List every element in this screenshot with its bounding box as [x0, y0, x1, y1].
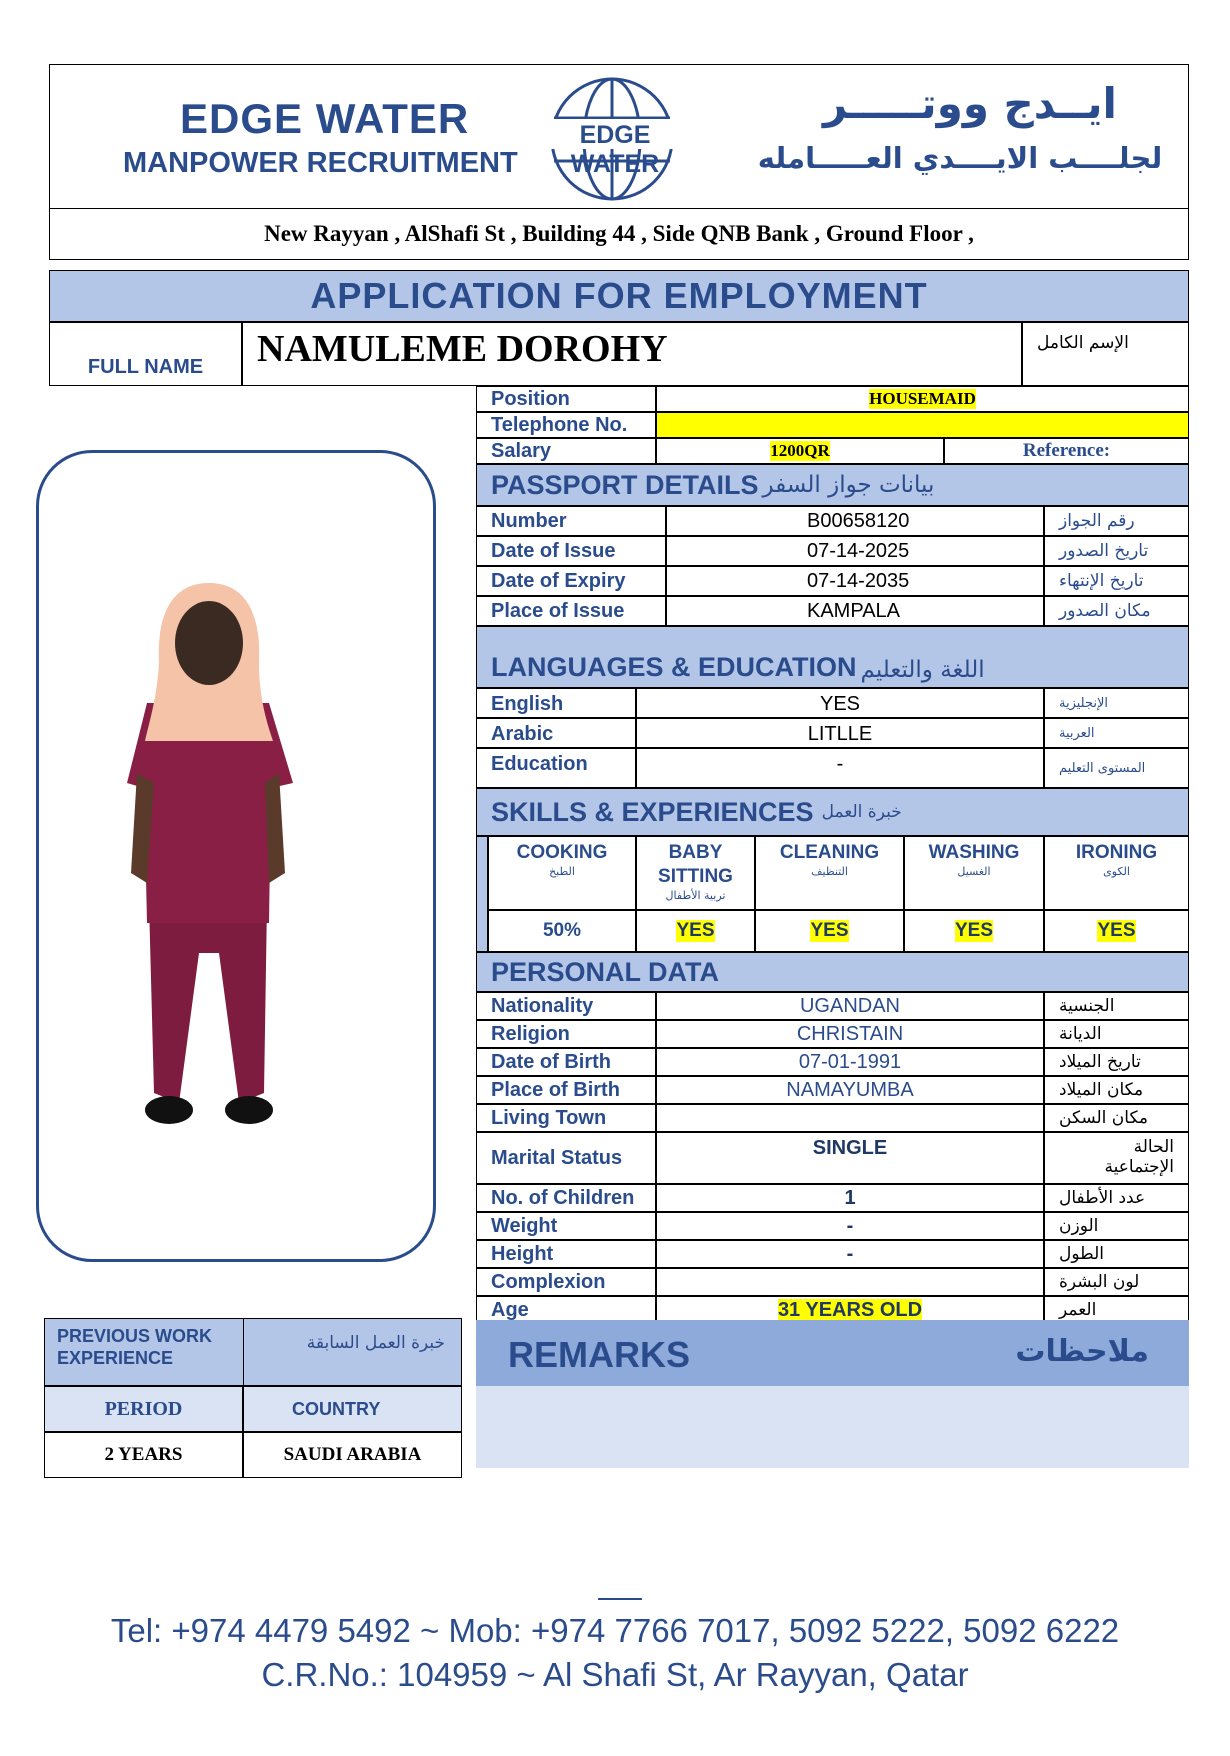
- language-row-label-ar: المستوى التعليم: [1044, 748, 1189, 788]
- telephone-value: [656, 412, 1189, 438]
- remarks-title: REMARKS: [508, 1334, 691, 1375]
- personal-row-label-ar: الحالة الإجتماعية: [1044, 1132, 1189, 1184]
- company-subtitle-ar: لجلــــب الايــــدي العـــــامله: [757, 141, 1163, 175]
- footer-address: C.R.No.: 104959 ~ Al Shafi St, Ar Rayyan, Qatar: [261, 1656, 969, 1693]
- telephone-label: Telephone No.: [476, 412, 656, 438]
- language-row-value: LITLLE: [636, 718, 1044, 748]
- personal-row-label: Complexion: [476, 1268, 656, 1296]
- skill-name: COOKING: [516, 842, 608, 863]
- personal-row-label-ar: العمر: [1044, 1296, 1189, 1324]
- skill-value-cell: [904, 910, 1044, 952]
- reference-label: Reference:: [944, 438, 1189, 464]
- skill-header: [755, 836, 904, 910]
- passport-row-value: B00658120: [666, 506, 1044, 536]
- skill-value-cell: [755, 910, 904, 952]
- passport-row-value: KAMPALA: [666, 596, 1044, 626]
- passport-row-label: Date of Issue: [476, 536, 666, 566]
- passport-row-label-ar: تاريخ الإنتهاء: [1044, 566, 1189, 596]
- personal-row-value: CHRISTAIN: [796, 1022, 904, 1045]
- passport-row-label: Number: [476, 506, 666, 536]
- skills-left-strip: [476, 836, 488, 952]
- skill-value-cell: [488, 910, 636, 952]
- skill-name: BABY SITTING: [658, 842, 733, 887]
- country-value: SAUDI ARABIA: [243, 1432, 462, 1478]
- passport-title: PASSPORT DETAILS: [491, 469, 759, 500]
- personal-row-label-ar: مكان السكن: [1044, 1104, 1189, 1132]
- photo-frame: [36, 450, 436, 1262]
- skill-value: YES: [810, 920, 849, 941]
- passport-row-value: 07-14-2025: [666, 536, 1044, 566]
- personal-row-label-ar: الجنسية: [1044, 992, 1189, 1020]
- personal-row-value-cell: [656, 1020, 1044, 1048]
- language-row-label: English: [476, 688, 636, 718]
- footer-contact: Tel: +974 4479 5492 ~ Mob: +974 7766 7017, 5092 5222, 5092 6222: [110, 1612, 1120, 1649]
- period-value: 2 YEARS: [44, 1432, 243, 1478]
- personal-row-value-cell: [656, 1268, 1044, 1296]
- personal-row-label: Height: [476, 1240, 656, 1268]
- passport-row-label: Place of Issue: [476, 596, 666, 626]
- personal-row-value: NAMAYUMBA: [786, 1078, 914, 1101]
- personal-row-label-ar: تاريخ الميلاد: [1044, 1048, 1189, 1076]
- personal-row-value-cell: [656, 1240, 1044, 1268]
- footer-accent: [598, 1598, 642, 1600]
- language-row-value: YES: [636, 688, 1044, 718]
- personal-row-value-cell: [656, 1104, 1044, 1132]
- skill-value-cell: [636, 910, 755, 952]
- skill-value: 50%: [542, 920, 582, 941]
- skill-header: [636, 836, 755, 910]
- passport-section-header: [476, 464, 1189, 506]
- skill-name-ar: تربية الأطفال: [665, 889, 726, 902]
- country-label: COUNTRY: [243, 1386, 462, 1432]
- personal-row-value: SINGLE: [812, 1137, 888, 1159]
- remarks-body: [476, 1386, 1189, 1468]
- personal-row-label: Place of Birth: [476, 1076, 656, 1104]
- personal-row-label: Marital Status: [476, 1132, 656, 1184]
- passport-row-label-ar: مكان الصدور: [1044, 596, 1189, 626]
- skills-title-ar: خبرة العمل: [821, 802, 902, 822]
- language-row-label-ar: الإنجليزية: [1044, 688, 1189, 718]
- passport-row-label-ar: تاريخ الصدور: [1044, 536, 1189, 566]
- passport-title-ar: بيانات جواز السفر: [762, 472, 935, 498]
- personal-row-label: Weight: [476, 1212, 656, 1240]
- personal-row-label-ar: مكان الميلاد: [1044, 1076, 1189, 1104]
- full-name-value: NAMULEME DOROHY: [242, 322, 1022, 386]
- skill-name: WASHING: [928, 842, 1020, 863]
- passport-row-value: 07-14-2035: [666, 566, 1044, 596]
- remarks-header: [476, 1320, 1189, 1386]
- prev-work-header: [44, 1318, 462, 1386]
- company-name-ar: ايــدج ووتـــــر: [823, 79, 1117, 128]
- period-label: PERIOD: [44, 1386, 243, 1432]
- skill-header: [488, 836, 636, 910]
- language-row-label: Arabic: [476, 718, 636, 748]
- personal-row-value-cell: [656, 992, 1044, 1020]
- personal-row-value-cell: [656, 1076, 1044, 1104]
- language-row-value: -: [636, 748, 1044, 788]
- salary-cell: [656, 438, 944, 464]
- skill-name: IRONING: [1075, 842, 1158, 863]
- remarks-title-ar: ملاحظات: [1015, 1334, 1149, 1369]
- applicant-photo: [39, 453, 433, 1259]
- position-value: HOUSEMAID: [869, 389, 976, 408]
- personal-row-label: Living Town: [476, 1104, 656, 1132]
- personal-row-label-ar: الطول: [1044, 1240, 1189, 1268]
- personal-row-label-ar: لون البشرة: [1044, 1268, 1189, 1296]
- prev-work-divider: [243, 1319, 244, 1385]
- skill-value: YES: [1097, 920, 1136, 941]
- personal-row-value: UGANDAN: [799, 994, 900, 1017]
- address-bar: New Rayyan , AlShafi St , Building 44 , Side QNB Bank , Ground Floor ,: [49, 208, 1189, 260]
- personal-row-value-cell: [656, 1132, 1044, 1184]
- skills-title: SKILLS & EXPERIENCES: [491, 796, 814, 827]
- skill-name-ar: الطبخ: [549, 865, 575, 878]
- skill-value-cell: [1044, 910, 1189, 952]
- passport-row-label: Date of Expiry: [476, 566, 666, 596]
- personal-row-label-ar: الوزن: [1044, 1212, 1189, 1240]
- personal-row-value: 31 YEARS OLD: [777, 1298, 923, 1321]
- skill-name-ar: الغسيل: [957, 865, 991, 878]
- skills-section-header: [476, 788, 1189, 836]
- logo-text: EDGE WATER: [570, 121, 660, 178]
- languages-title: LANGUAGES & EDUCATION: [491, 652, 857, 682]
- personal-row-value: -: [846, 1214, 854, 1237]
- personal-row-value: 07-01-1991: [798, 1050, 902, 1073]
- personal-row-value-cell: [656, 1212, 1044, 1240]
- passport-row-label-ar: رقم الجواز: [1044, 506, 1189, 536]
- personal-row-label-ar: الديانة: [1044, 1020, 1189, 1048]
- language-row-label-ar: العربية: [1044, 718, 1189, 748]
- salary-label: Salary: [476, 438, 656, 464]
- personal-row-value-cell: [656, 1184, 1044, 1212]
- position-cell: [656, 386, 1189, 412]
- skill-value: YES: [954, 920, 994, 941]
- personal-row-label: Religion: [476, 1020, 656, 1048]
- personal-row-label: Date of Birth: [476, 1048, 656, 1076]
- skill-header: [1044, 836, 1189, 910]
- languages-section-header: [476, 626, 1189, 688]
- full-name-label-ar: الإسم الكامل: [1022, 322, 1189, 386]
- personal-row-label: Nationality: [476, 992, 656, 1020]
- position-label: Position: [476, 386, 656, 412]
- company-name-en: EDGE WATER: [180, 95, 470, 142]
- language-row-label: Education: [476, 748, 636, 788]
- personal-section-header: [476, 952, 1189, 992]
- skill-name-ar: الكوى: [1103, 865, 1130, 878]
- skill-name-ar: التنظيف: [811, 865, 848, 878]
- personal-row-label: Age: [476, 1296, 656, 1324]
- company-subtitle-en: MANPOWER RECRUITMENT: [123, 147, 518, 179]
- personal-row-value-cell: [656, 1048, 1044, 1076]
- personal-row-value: -: [846, 1242, 854, 1265]
- skill-header: [904, 836, 1044, 910]
- languages-title-ar: اللغة والتعليم: [860, 657, 985, 683]
- salary-value: 1200QR: [770, 441, 830, 460]
- personal-row-label-ar: عدد الأطفال: [1044, 1184, 1189, 1212]
- personal-row-value: 1: [844, 1186, 856, 1209]
- personal-row-label: No. of Children: [476, 1184, 656, 1212]
- letterhead: [49, 64, 1189, 208]
- skill-name: CLEANING: [779, 842, 880, 863]
- prev-work-title: PREVIOUS WORK EXPERIENCE: [57, 1326, 213, 1368]
- personal-title: PERSONAL DATA: [491, 956, 720, 987]
- page-title: APPLICATION FOR EMPLOYMENT: [49, 270, 1189, 322]
- skill-value: YES: [676, 920, 715, 941]
- prev-work-title-ar: خبرة العمل السابقة: [306, 1333, 445, 1353]
- full-name-label: FULL NAME: [49, 322, 242, 386]
